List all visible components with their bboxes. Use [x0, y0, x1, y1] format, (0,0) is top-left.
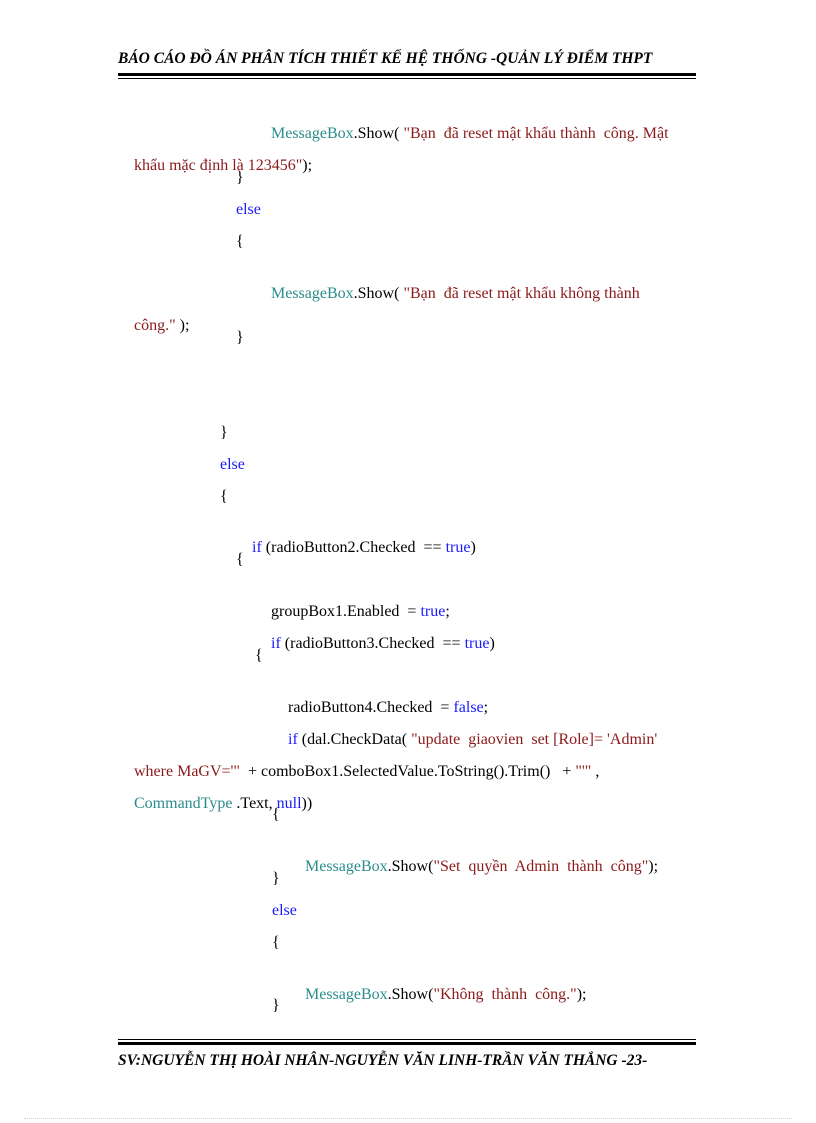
code-text: (radioButton2.Checked ==: [261, 539, 446, 556]
page-footer-title: SV:NGUYỄN THỊ HOÀI NHÂN-NGUYỄN VĂN LINH-TRẦN VĂN THẮNG -23-: [118, 1052, 648, 1069]
code-text: );: [576, 986, 587, 1003]
code-string: "'": [575, 763, 592, 780]
code-text: )): [301, 795, 313, 812]
code-string: "Bạn đã reset mật khẩu thành công. Mật: [403, 125, 669, 142]
code-keyword: true: [464, 635, 490, 652]
code-keyword: null: [276, 795, 302, 812]
footer-rule: [118, 1042, 696, 1045]
code-line: [272, 933, 280, 953]
code-text: ;: [445, 603, 450, 620]
code-line: [236, 200, 261, 220]
code-keyword: if: [271, 635, 281, 652]
code-brace: }: [272, 997, 280, 1014]
code-type: MessageBox: [305, 986, 388, 1003]
code-brace: {: [255, 647, 263, 664]
code-brace: }: [236, 169, 244, 186]
code-text: ): [489, 635, 495, 652]
code-keyword: else: [272, 902, 297, 919]
code-type: MessageBox: [305, 858, 388, 875]
code-line: [236, 550, 244, 570]
page-header-title: BÁO CÁO ĐỒ ÁN PHÂN TÍCH THIẾT KẾ HỆ THỐNG -QUẢN LÝ ĐIỂM THPT: [118, 50, 653, 67]
code-text: ,: [591, 763, 600, 780]
code-text: .Show(: [387, 986, 434, 1003]
code-keyword: false: [453, 699, 484, 716]
code-line: [272, 869, 280, 889]
code-brace: {: [236, 551, 244, 568]
code-line: [220, 455, 245, 475]
code-line: [118, 136, 312, 196]
page-bottom-dotted-line: [24, 1118, 792, 1119]
code-text: );: [175, 317, 190, 334]
code-keyword: if: [288, 731, 298, 748]
code-text: );: [648, 858, 659, 875]
code-line: [118, 296, 189, 356]
code-text: (radioButton3.Checked ==: [280, 635, 465, 652]
code-line: [255, 614, 495, 674]
header-rule-thin: [118, 78, 696, 79]
code-string: "update giaovien set [Role]= 'Admin': [411, 731, 658, 748]
code-text: .Show(: [387, 858, 434, 875]
code-string: công.": [134, 317, 176, 334]
code-line: [272, 901, 297, 921]
code-string: "Set quyền Admin thành công": [433, 858, 649, 875]
code-brace: }: [220, 424, 228, 441]
code-brace: }: [272, 870, 280, 887]
code-keyword: true: [420, 603, 446, 620]
code-type: CommandType: [134, 795, 233, 812]
header-rule: [118, 73, 696, 76]
code-string: "Bạn đã reset mật khẩu không thành: [403, 285, 640, 302]
code-line: [236, 518, 476, 578]
code-brace: }: [236, 329, 244, 346]
code-line: [272, 996, 280, 1016]
footer-rule-thin: [118, 1039, 696, 1040]
code-text: groupBox1.Enabled =: [271, 603, 421, 620]
code-text: radioButton4.Checked =: [288, 699, 454, 716]
code-text: .Show(: [353, 285, 404, 302]
code-string: "Không thành công.": [433, 986, 577, 1003]
code-text: + comboBox1.SelectedValue.ToString().Trim() +: [239, 763, 576, 780]
code-line: [236, 328, 244, 348]
code-line: [236, 232, 244, 252]
code-text: .Show(: [353, 125, 404, 142]
code-keyword: else: [220, 456, 245, 473]
code-line: [289, 965, 586, 1025]
code-keyword: else: [236, 201, 261, 218]
code-line: [118, 774, 312, 834]
code-line: [236, 168, 244, 188]
code-brace: {: [236, 233, 244, 250]
code-string: khẩu mặc định là 123456": [134, 157, 303, 174]
code-line: [220, 487, 228, 507]
code-type: MessageBox: [271, 285, 354, 302]
code-line: [255, 646, 263, 666]
code-brace: {: [220, 488, 228, 505]
code-line: [255, 264, 640, 324]
code-text: );: [302, 157, 313, 174]
code-text: .Text,: [232, 795, 277, 812]
code-type: MessageBox: [271, 125, 354, 142]
code-brace: {: [272, 934, 280, 951]
code-line: [289, 837, 658, 897]
code-line: [220, 423, 228, 443]
code-keyword: true: [445, 539, 471, 556]
code-text: ;: [483, 699, 489, 716]
code-text: ): [470, 539, 476, 556]
code-keyword: if: [252, 539, 262, 556]
code-line: [272, 805, 280, 825]
code-text: (dal.CheckData(: [297, 731, 412, 748]
code-line: [255, 104, 669, 164]
code-string: where MaGV='": [134, 763, 240, 780]
code-brace: {: [272, 806, 280, 823]
